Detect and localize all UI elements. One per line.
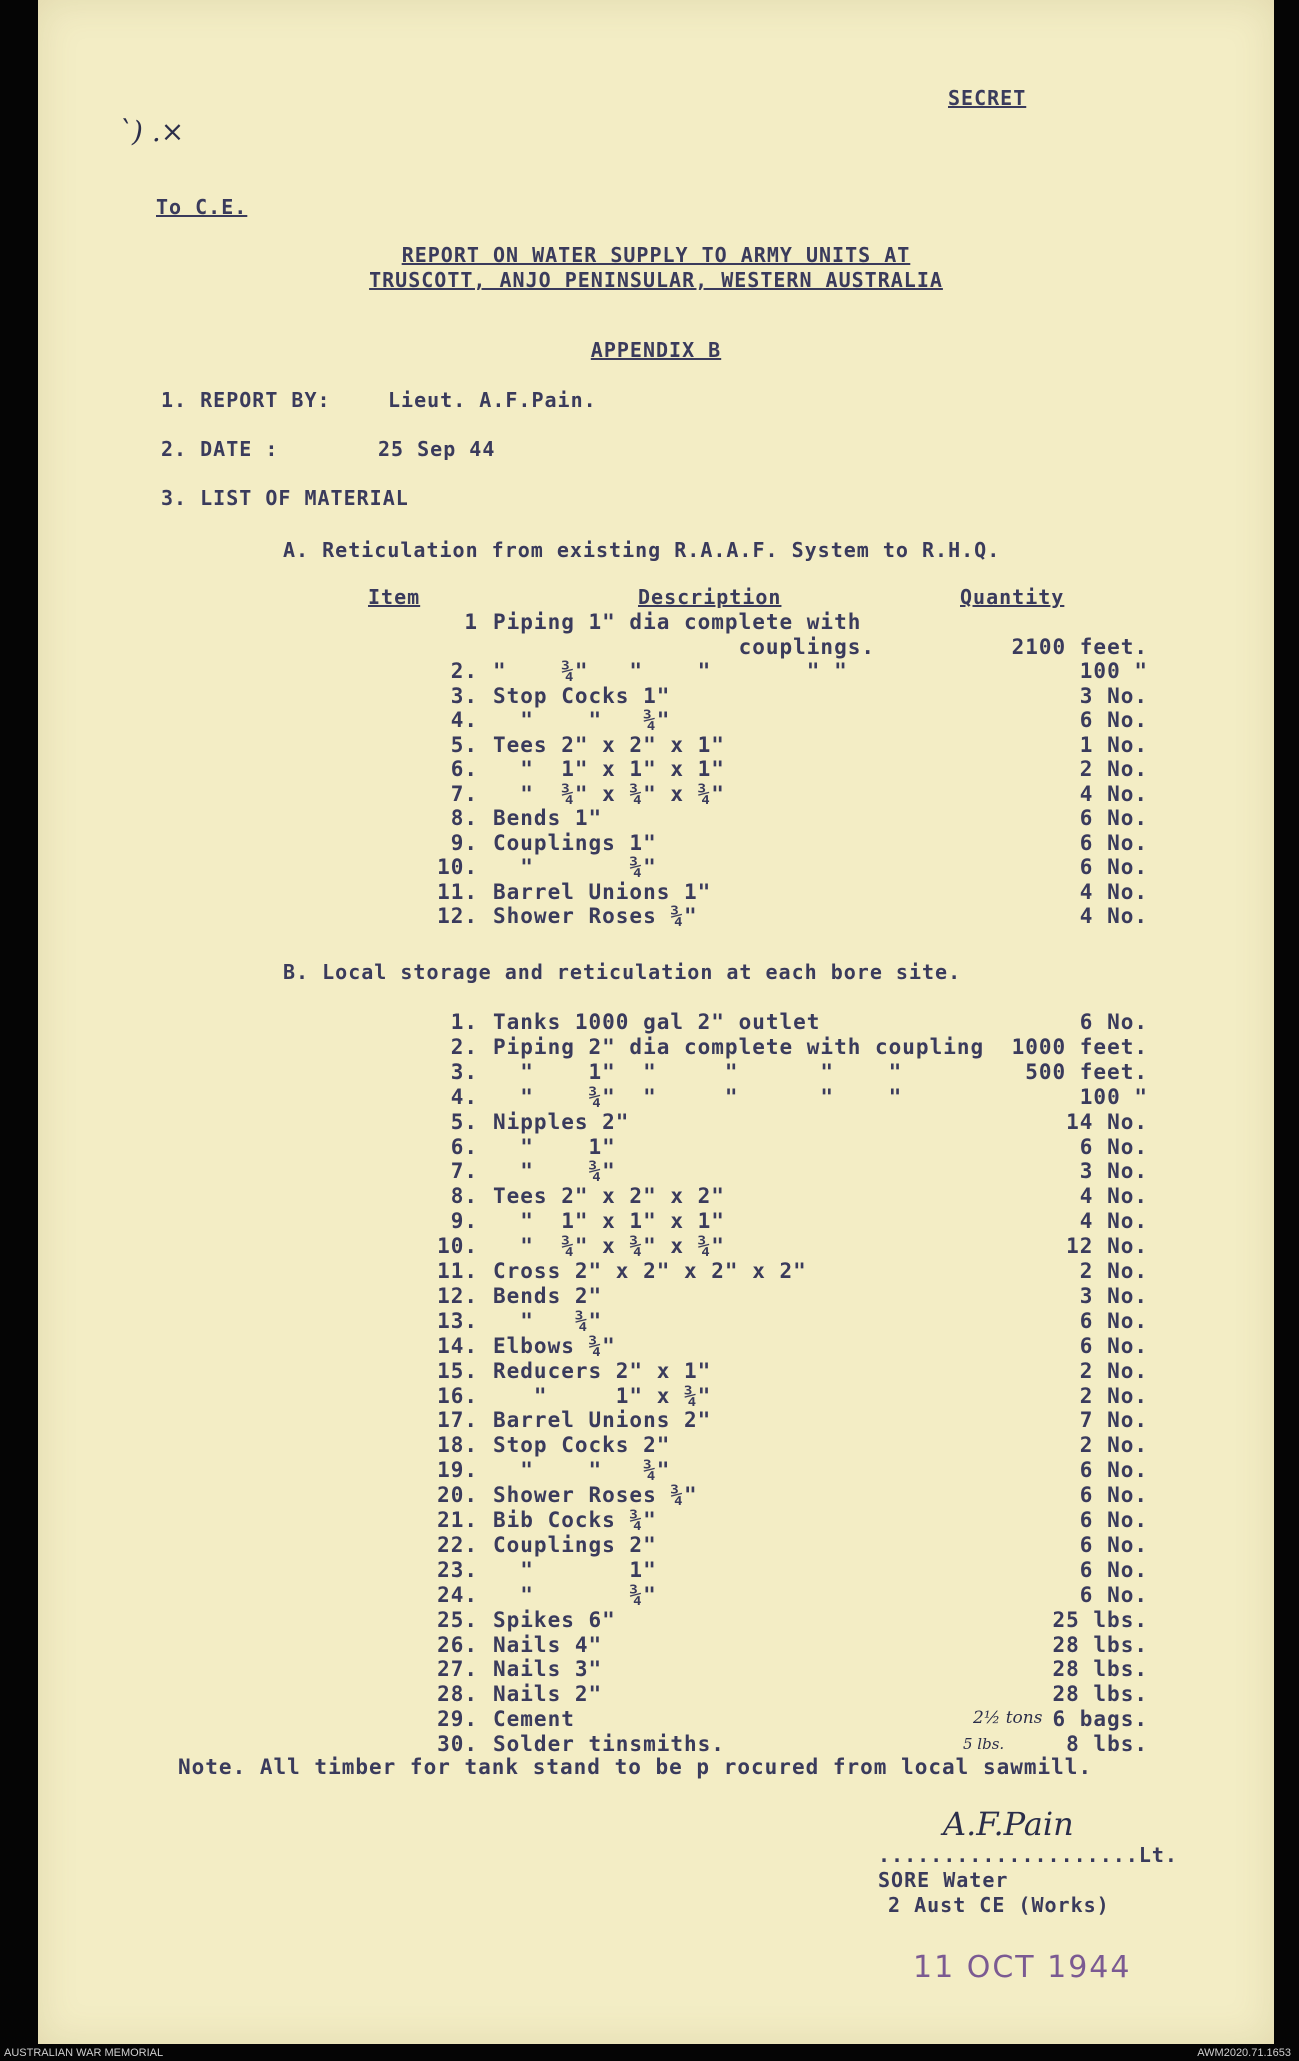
table-row bbox=[38, 1259, 1274, 1284]
item-number: 8. bbox=[450, 1184, 478, 1209]
date-label: 2. DATE : bbox=[161, 437, 279, 461]
table-row bbox=[38, 1234, 1274, 1259]
item-description: Piping 2" dia complete with coupling bbox=[493, 1034, 985, 1059]
item-number: 6. bbox=[450, 757, 478, 781]
table-row bbox=[38, 1483, 1274, 1508]
item-quantity: 6 No. bbox=[1079, 1532, 1148, 1557]
table-row bbox=[38, 733, 1274, 758]
table-row bbox=[38, 708, 1274, 733]
table-row bbox=[38, 1558, 1274, 1583]
item-description: Nails 4" bbox=[493, 1632, 603, 1657]
item-description: couplings. bbox=[493, 634, 876, 659]
item-quantity: 4 No. bbox=[1079, 1184, 1148, 1209]
table-row bbox=[38, 1732, 1274, 1757]
item-description: Cross 2" x 2" x 2" x 2" bbox=[493, 1259, 807, 1283]
item-description: Nipples 2" bbox=[493, 1109, 630, 1134]
item-description: Barrel Unions 2" bbox=[493, 1408, 712, 1433]
table-row bbox=[38, 1209, 1274, 1234]
table-row bbox=[38, 1508, 1274, 1533]
table-row bbox=[38, 1583, 1274, 1608]
item-description: Shower Roses ¾" bbox=[493, 1483, 698, 1508]
item-quantity: 100 " bbox=[1079, 1084, 1148, 1109]
column-header-description: Description bbox=[638, 585, 782, 609]
table-row bbox=[38, 1657, 1274, 1682]
item-quantity: 12 No. bbox=[1066, 1234, 1148, 1259]
item-number: 10. bbox=[437, 855, 478, 879]
item-quantity: 6 No. bbox=[1079, 1134, 1148, 1159]
table-row bbox=[38, 1010, 1274, 1035]
corner-mark: `) .× bbox=[118, 115, 185, 148]
item-quantity: 6 No. bbox=[1079, 855, 1148, 879]
item-description: " 1" x 1" x 1" bbox=[493, 757, 725, 781]
table-row bbox=[38, 1060, 1274, 1085]
item-description: Tees 2" x 2" x 1" bbox=[493, 732, 725, 757]
item-number: 20. bbox=[437, 1483, 478, 1508]
item-description: Bib Cocks ¾" bbox=[493, 1508, 657, 1532]
table-row bbox=[38, 904, 1274, 929]
item-quantity: 28 lbs. bbox=[1052, 1632, 1148, 1657]
table-row bbox=[38, 1408, 1274, 1433]
item-description: " ¾" x ¾" x ¾" bbox=[493, 781, 725, 806]
item-quantity: 2 No. bbox=[1079, 1433, 1148, 1458]
item-description: Piping 1" dia complete with bbox=[493, 610, 862, 634]
item-description: " 1" bbox=[493, 1557, 657, 1582]
item-quantity: 2100 feet. bbox=[1011, 634, 1148, 659]
table-row bbox=[38, 610, 1274, 635]
table-row bbox=[38, 1458, 1274, 1483]
column-header-quantity: Quantity bbox=[960, 585, 1065, 609]
item-number: 12. bbox=[437, 904, 478, 928]
item-number: 19. bbox=[437, 1458, 478, 1483]
list-of-material-label: 3. LIST OF MATERIAL bbox=[161, 486, 409, 510]
item-number: 1 bbox=[464, 610, 478, 634]
item-description: Barrel Unions 1" bbox=[493, 879, 712, 904]
table-row bbox=[38, 831, 1274, 856]
item-quantity: 25 lbs. bbox=[1052, 1607, 1148, 1632]
table-row bbox=[38, 1309, 1274, 1334]
item-description: Solder tinsmiths. bbox=[493, 1732, 725, 1757]
item-description: Couplings 2" bbox=[493, 1532, 657, 1557]
item-description: " ¾" x ¾" x ¾" bbox=[493, 1234, 725, 1259]
item-number: 27. bbox=[437, 1657, 478, 1682]
item-description: Stop Cocks 2" bbox=[493, 1433, 671, 1458]
table-row bbox=[38, 1184, 1274, 1209]
footer-archive-name: AUSTRALIAN WAR MEMORIAL bbox=[4, 2047, 164, 2059]
item-number: 9. bbox=[450, 1209, 478, 1234]
item-description: " ¾" bbox=[493, 1582, 657, 1607]
item-number: 13. bbox=[437, 1308, 478, 1333]
item-number: 11. bbox=[437, 879, 478, 904]
item-description: " 1" bbox=[493, 1134, 616, 1159]
item-description: Nails 3" bbox=[493, 1657, 603, 1682]
item-description: " " ¾" bbox=[493, 708, 671, 732]
table-row bbox=[38, 1159, 1274, 1184]
item-number: 25. bbox=[437, 1607, 478, 1632]
table-row bbox=[38, 1608, 1274, 1633]
table-row bbox=[38, 1533, 1274, 1558]
item-number: 1. bbox=[450, 1010, 478, 1034]
item-description: Shower Roses ¾" bbox=[493, 904, 698, 928]
item-number: 17. bbox=[437, 1408, 478, 1433]
item-quantity: 3 No. bbox=[1079, 683, 1148, 708]
signature-role: SORE Water bbox=[878, 1868, 1009, 1892]
item-quantity: 4 No. bbox=[1079, 904, 1148, 928]
table-row bbox=[38, 1035, 1274, 1060]
item-quantity: 6 No. bbox=[1079, 1582, 1148, 1607]
document-page bbox=[38, 0, 1274, 2044]
timber-note: Note. All timber for tank stand to be p rocured from local sawmill. bbox=[178, 1755, 1093, 1779]
table-row bbox=[38, 1135, 1274, 1160]
item-quantity: 6 No. bbox=[1079, 1483, 1148, 1508]
item-quantity: 28 lbs. bbox=[1052, 1682, 1148, 1707]
table-row bbox=[38, 855, 1274, 880]
table-row bbox=[38, 757, 1274, 782]
table-row bbox=[38, 684, 1274, 709]
item-description: " 1" x ¾" bbox=[493, 1383, 712, 1408]
table-row bbox=[38, 806, 1274, 831]
item-number: 18. bbox=[437, 1433, 478, 1458]
section-b-heading: B. Local storage and reticulation at each bore site. bbox=[283, 960, 962, 984]
signature-line: ....................Lt. bbox=[878, 1843, 1178, 1867]
item-quantity: 6 No. bbox=[1079, 806, 1148, 830]
item-number: 6. bbox=[450, 1134, 478, 1159]
table-row bbox=[38, 1110, 1274, 1135]
item-quantity: 7 No. bbox=[1079, 1408, 1148, 1433]
item-quantity: 6 bags. bbox=[1052, 1707, 1148, 1732]
item-quantity: 4 No. bbox=[1079, 879, 1148, 904]
item-quantity: 3 No. bbox=[1079, 1159, 1148, 1184]
item-description: Tanks 1000 gal 2" outlet bbox=[493, 1010, 821, 1034]
table-row bbox=[38, 1359, 1274, 1384]
item-number: 29. bbox=[437, 1707, 478, 1732]
item-quantity: 2 No. bbox=[1079, 1259, 1148, 1283]
item-number: 9. bbox=[450, 830, 478, 855]
section-a-heading: A. Reticulation from existing R.A.A.F. System to R.H.Q. bbox=[283, 538, 1001, 562]
table-row bbox=[38, 880, 1274, 905]
item-description: Spikes 6" bbox=[493, 1607, 616, 1632]
item-description: " " ¾" bbox=[493, 1458, 671, 1483]
item-number: 26. bbox=[437, 1632, 478, 1657]
item-description: Nails 2" bbox=[493, 1682, 603, 1707]
handwritten-signature: A.F.Pain bbox=[943, 1805, 1074, 1843]
item-quantity: 100 " bbox=[1079, 659, 1148, 683]
item-number: 8. bbox=[450, 806, 478, 830]
table-row bbox=[38, 1085, 1274, 1110]
item-quantity: 2 No. bbox=[1079, 1383, 1148, 1408]
item-description: " ¾" " " " " bbox=[493, 1084, 903, 1109]
item-number: 3. bbox=[450, 683, 478, 708]
title-line-2: TRUSCOTT, ANJO PENINSULAR, WESTERN AUSTRALIA bbox=[369, 268, 943, 292]
item-description: " ¾" bbox=[493, 1159, 616, 1184]
item-number: 4. bbox=[450, 1084, 478, 1109]
item-quantity: 4 No. bbox=[1079, 1209, 1148, 1234]
item-quantity: 1000 feet. bbox=[1011, 1034, 1148, 1059]
table-row bbox=[38, 1334, 1274, 1359]
item-number: 16. bbox=[437, 1383, 478, 1408]
item-number: 2. bbox=[450, 659, 478, 683]
item-number: 24. bbox=[437, 1582, 478, 1607]
item-number: 22. bbox=[437, 1532, 478, 1557]
item-number: 10. bbox=[437, 1234, 478, 1259]
item-quantity: 4 No. bbox=[1079, 781, 1148, 806]
table-row bbox=[38, 659, 1274, 684]
addressee: To C.E. bbox=[156, 195, 248, 219]
table-row bbox=[38, 1384, 1274, 1409]
table-row bbox=[38, 1284, 1274, 1309]
item-quantity: 3 No. bbox=[1079, 1283, 1148, 1308]
item-quantity: 6 No. bbox=[1079, 1508, 1148, 1532]
item-description: Couplings 1" bbox=[493, 830, 657, 855]
item-number: 5. bbox=[450, 732, 478, 757]
item-description: Reducers 2" x 1" bbox=[493, 1358, 712, 1383]
report-by-value: Lieut. A.F.Pain. bbox=[388, 388, 597, 412]
item-number: 21. bbox=[437, 1508, 478, 1532]
item-description: Tees 2" x 2" x 2" bbox=[493, 1184, 725, 1209]
title-line-1: REPORT ON WATER SUPPLY TO ARMY UNITS AT bbox=[401, 243, 911, 267]
table-row bbox=[38, 1633, 1274, 1658]
table-row bbox=[38, 635, 1274, 660]
item-quantity: 8 lbs. bbox=[1066, 1732, 1148, 1757]
appendix-label: APPENDIX B bbox=[590, 338, 722, 362]
handwritten-cement-qty: 2½ tons bbox=[973, 1708, 1043, 1728]
item-quantity: 6 No. bbox=[1079, 830, 1148, 855]
item-quantity: 2 No. bbox=[1079, 1358, 1148, 1383]
table-row bbox=[38, 782, 1274, 807]
item-description: Elbows ¾" bbox=[493, 1333, 616, 1358]
item-description: Cement bbox=[493, 1707, 575, 1732]
item-description: " ¾" bbox=[493, 855, 657, 879]
item-number: 5. bbox=[450, 1109, 478, 1134]
item-quantity: 6 No. bbox=[1079, 1458, 1148, 1483]
item-quantity: 6 No. bbox=[1079, 1333, 1148, 1358]
date-value: 25 Sep 44 bbox=[378, 437, 496, 461]
item-quantity: 500 feet. bbox=[1025, 1059, 1148, 1084]
item-description: " 1" x 1" x 1" bbox=[493, 1209, 725, 1234]
column-header-item: Item bbox=[368, 585, 421, 609]
item-number: 12. bbox=[437, 1283, 478, 1308]
classification-label: SECRET bbox=[948, 86, 1027, 110]
signature-unit: 2 Aust CE (Works) bbox=[888, 1893, 1110, 1917]
item-number: 3. bbox=[450, 1059, 478, 1084]
item-quantity: 28 lbs. bbox=[1052, 1657, 1148, 1682]
handwritten-solder-qty: 5 lbs. bbox=[963, 1735, 1005, 1753]
item-description: Stop Cocks 1" bbox=[493, 683, 671, 708]
item-number: 14. bbox=[437, 1333, 478, 1358]
item-quantity: 6 No. bbox=[1079, 1010, 1148, 1034]
item-number: 2. bbox=[450, 1034, 478, 1059]
table-row bbox=[38, 1682, 1274, 1707]
item-number: 28. bbox=[437, 1682, 478, 1707]
footer-archive-id: AWM2020.71.1653 bbox=[1197, 2047, 1291, 2059]
item-quantity: 2 No. bbox=[1079, 757, 1148, 781]
item-quantity: 6 No. bbox=[1079, 1557, 1148, 1582]
item-quantity: 14 No. bbox=[1066, 1109, 1148, 1134]
item-number: 7. bbox=[450, 1159, 478, 1184]
table-row bbox=[38, 1433, 1274, 1458]
item-quantity: 1 No. bbox=[1079, 732, 1148, 757]
item-number: 15. bbox=[437, 1358, 478, 1383]
item-description: Bends 1" bbox=[493, 806, 603, 830]
item-number: 7. bbox=[450, 781, 478, 806]
item-quantity: 6 No. bbox=[1079, 1308, 1148, 1333]
item-description: " ¾" bbox=[493, 1308, 603, 1333]
received-date-stamp: 11 OCT 1944 bbox=[913, 1950, 1132, 1985]
report-by-label: 1. REPORT BY: bbox=[161, 388, 331, 412]
item-number: 4. bbox=[450, 708, 478, 732]
item-quantity: 6 No. bbox=[1079, 708, 1148, 732]
item-description: Bends 2" bbox=[493, 1283, 603, 1308]
item-description: " 1" " " " " bbox=[493, 1059, 903, 1084]
item-description: " ¾" " " " " bbox=[493, 659, 848, 683]
item-number: 30. bbox=[437, 1732, 478, 1757]
item-number: 11. bbox=[437, 1259, 478, 1283]
item-number: 23. bbox=[437, 1557, 478, 1582]
table-row bbox=[38, 1707, 1274, 1732]
